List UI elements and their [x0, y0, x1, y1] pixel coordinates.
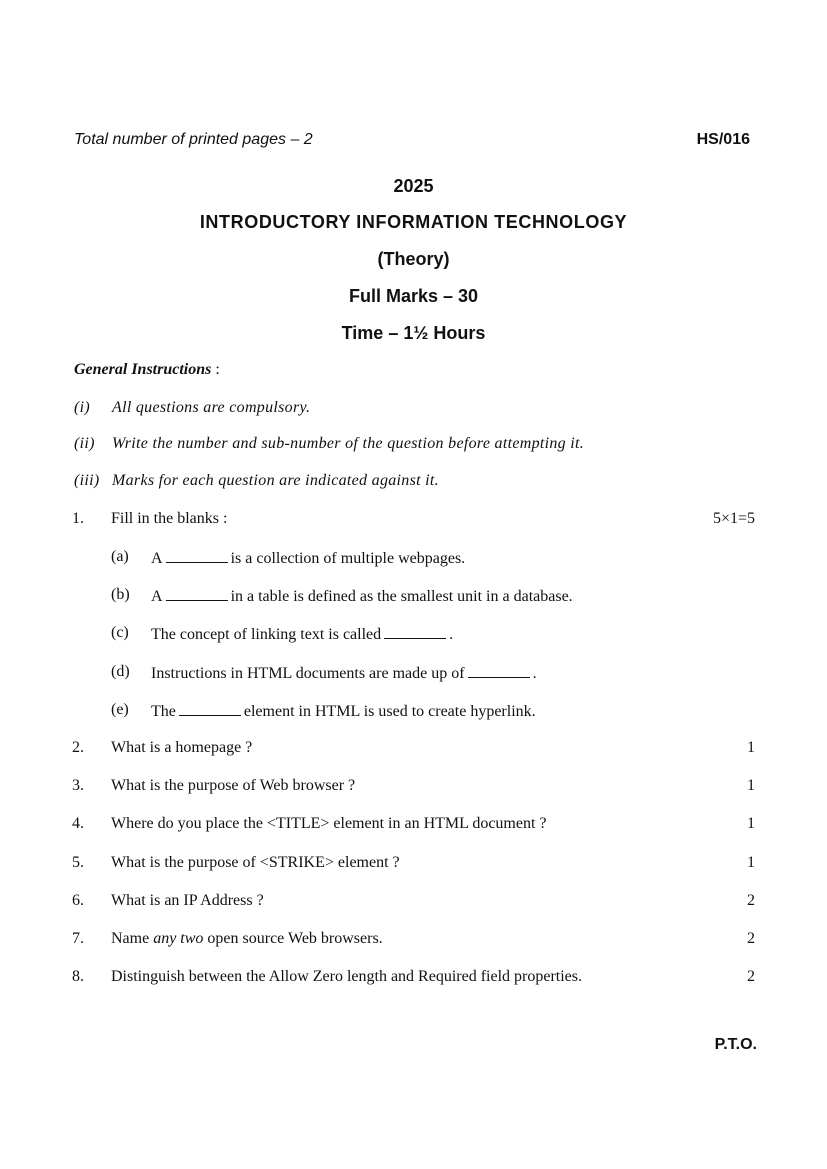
- instruction-text: Write the number and sub-number of the question before attempting it.: [112, 435, 585, 452]
- instruction-number: (iii): [74, 472, 100, 489]
- answer-blank: [384, 624, 446, 639]
- sub-question-label: (a): [111, 548, 129, 565]
- question-text: What is an IP Address ?: [111, 892, 264, 909]
- page-turn-over: P.T.O.: [714, 1036, 757, 1053]
- question-number: 1.: [72, 510, 84, 527]
- exam-year: 2025: [393, 176, 434, 196]
- question-marks: 1: [747, 739, 755, 756]
- question-marks: 1: [747, 777, 755, 794]
- time-allowed: Time – 1½ Hours: [341, 323, 486, 343]
- sub-question-label: (c): [111, 624, 129, 641]
- answer-blank: [468, 663, 530, 678]
- question-3: [72, 777, 755, 795]
- question-1e: [111, 701, 536, 721]
- instruction-item: [74, 435, 584, 453]
- instruction-number: (i): [74, 399, 91, 416]
- question-text: Where do you place the <TITLE> element in an HTML document ?: [111, 815, 547, 832]
- sub-question-text: The concept of linking text is called .: [151, 626, 454, 643]
- sub-question-text: Instructions in HTML documents are made up of .: [151, 665, 537, 682]
- question-number: 2.: [72, 739, 84, 756]
- sub-question-text: A is a collection of multiple webpages.: [151, 550, 466, 567]
- question-text: What is a homepage ?: [111, 739, 253, 756]
- paper-type: (Theory): [377, 249, 450, 269]
- general-instructions-colon: :: [211, 361, 220, 378]
- instruction-text: All questions are compulsory.: [112, 399, 311, 416]
- question-marks: 2: [747, 968, 755, 985]
- question-4: [72, 815, 755, 833]
- question-marks: 5×1=5: [712, 510, 755, 527]
- question-8: [72, 968, 755, 986]
- printed-pages-note: Total number of printed pages – 2: [74, 131, 313, 148]
- question-text: What is the purpose of Web browser ?: [111, 777, 356, 794]
- full-marks: Full Marks – 30: [348, 286, 479, 306]
- question-text: Name any two open source Web browsers.: [111, 930, 383, 947]
- question-number: 7.: [72, 930, 84, 947]
- general-instructions-heading: [74, 361, 220, 379]
- question-marks: 2: [747, 930, 755, 947]
- question-1a: [111, 548, 465, 568]
- question-1b: [111, 586, 573, 606]
- question-1c: [111, 624, 453, 644]
- question-text: What is the purpose of <STRIKE> element ?: [111, 854, 400, 871]
- question-1: [72, 510, 755, 528]
- question-marks: 1: [747, 854, 755, 871]
- instruction-number: (ii): [74, 435, 95, 452]
- question-number: 6.: [72, 892, 84, 909]
- sub-question-text: The element in HTML is used to create hyperlink.: [151, 703, 536, 720]
- instruction-text: Marks for each question are indicated against it.: [112, 472, 439, 489]
- question-marks: 1: [747, 815, 755, 832]
- answer-blank: [166, 586, 228, 601]
- question-number: 8.: [72, 968, 84, 985]
- sub-question-label: (e): [111, 701, 129, 718]
- question-number: 5.: [72, 854, 84, 871]
- general-instructions-label: General Instructions: [74, 361, 212, 378]
- sub-question-text: A in a table is defined as the smallest unit in a database.: [151, 588, 573, 605]
- question-number: 3.: [72, 777, 84, 794]
- question-marks: 2: [747, 892, 755, 909]
- sub-question-label: (d): [111, 663, 130, 680]
- question-1d: [111, 663, 537, 683]
- instruction-item: [74, 472, 439, 490]
- paper-code: HS/016: [696, 131, 750, 148]
- question-text: Distinguish between the Allow Zero length and Required field properties.: [111, 968, 582, 985]
- question-5: [72, 854, 755, 872]
- question-2: [72, 739, 755, 757]
- question-6: [72, 892, 755, 910]
- subject-title: INTRODUCTORY INFORMATION TECHNOLOGY: [199, 212, 628, 232]
- answer-blank: [166, 548, 228, 563]
- question-number: 4.: [72, 815, 84, 832]
- answer-blank: [179, 701, 241, 716]
- question-7: [72, 930, 755, 948]
- instruction-item: [74, 399, 310, 417]
- sub-question-label: (b): [111, 586, 130, 603]
- question-text: Fill in the blanks :: [111, 510, 228, 527]
